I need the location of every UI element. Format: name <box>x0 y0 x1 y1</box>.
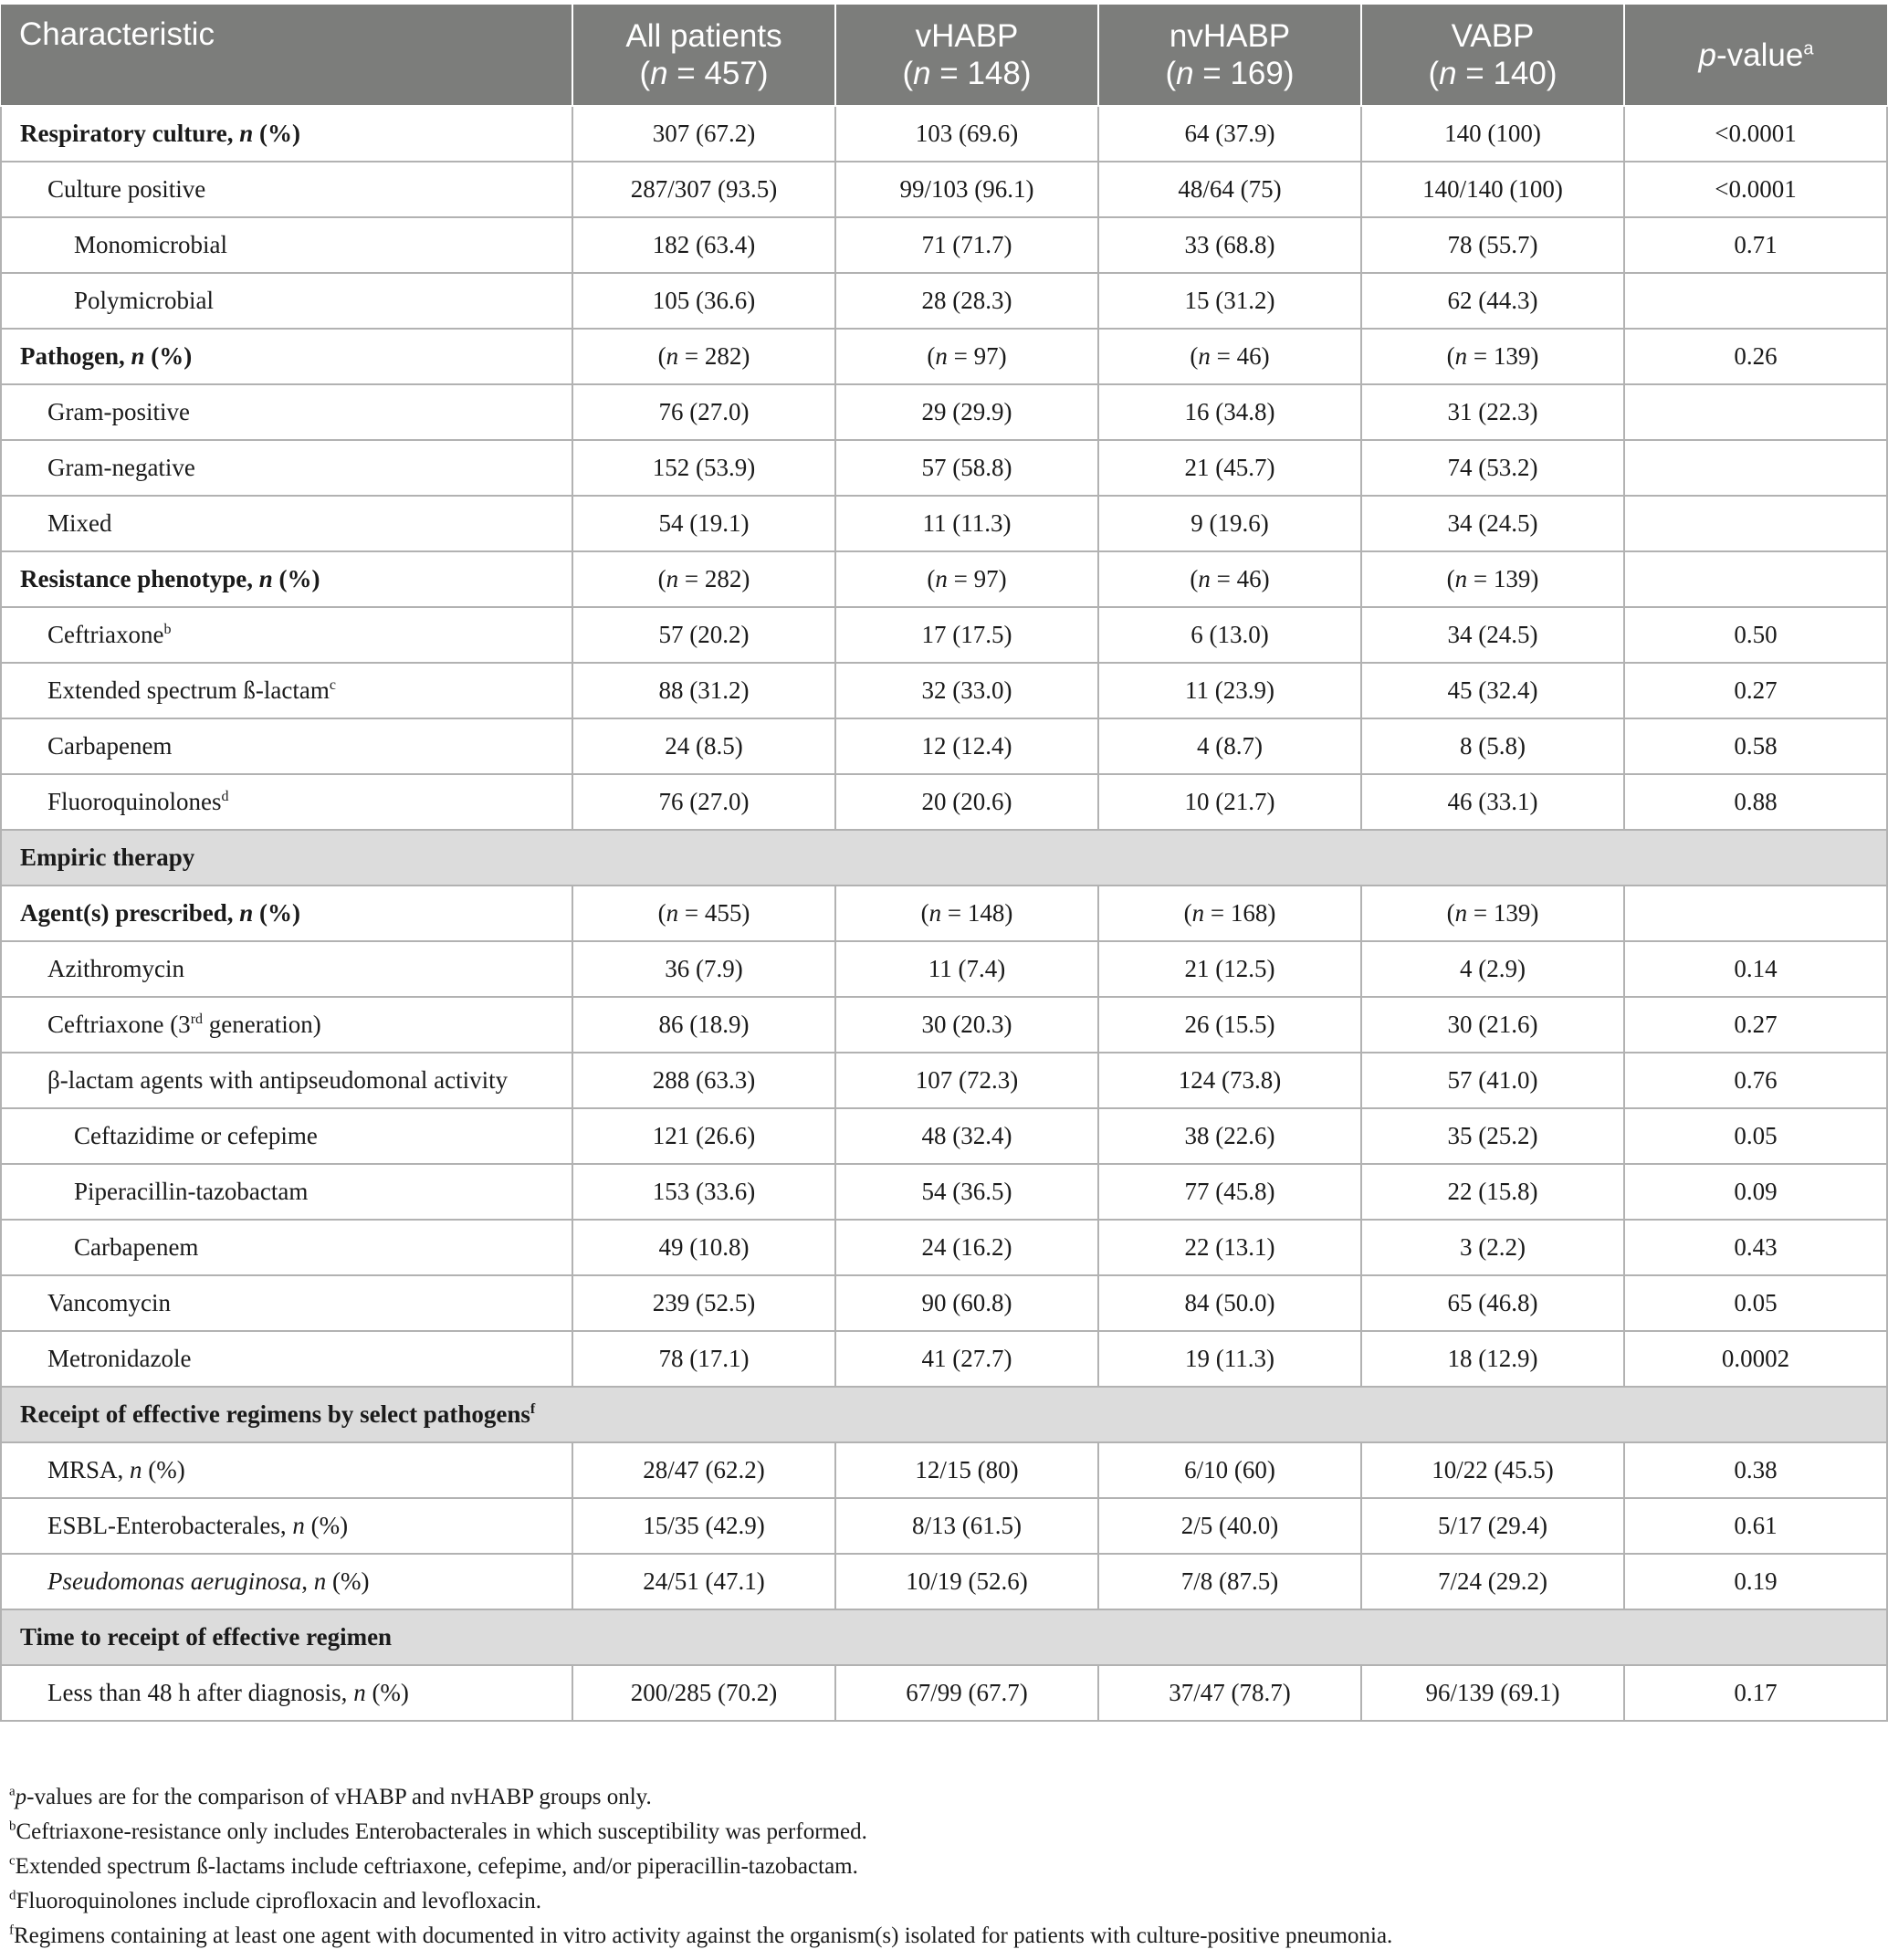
cell-vabp: 8 (5.8) <box>1361 718 1624 774</box>
cell-all: (n = 455) <box>572 886 835 941</box>
cell-p: 0.76 <box>1624 1053 1887 1108</box>
table-row <box>1 1053 1887 1108</box>
cell-vabp: 57 (41.0) <box>1361 1053 1624 1108</box>
table-row <box>1 1275 1887 1331</box>
cell-all: 153 (33.6) <box>572 1164 835 1220</box>
cell-p: 0.27 <box>1624 997 1887 1053</box>
table-row <box>1 718 1887 774</box>
row-label: Ceftazidime or cefepime <box>1 1108 572 1164</box>
cell-p: 0.43 <box>1624 1220 1887 1275</box>
cell-nvhabp: 19 (11.3) <box>1098 1331 1361 1387</box>
footnote-c: $^c$Extended spectrum ß-lactams include ceftriaxone, cefepime, and/or piperacillin-tazobactam. <box>9 1853 858 1879</box>
cell-all: 36 (7.9) <box>572 941 835 997</box>
row-label: Ceftriaxone (3rd generation) <box>1 997 572 1053</box>
table-row <box>1 1220 1887 1275</box>
table-row <box>1 162 1887 217</box>
table-row <box>1 941 1887 997</box>
cell-vhabp: 54 (36.5) <box>835 1164 1098 1220</box>
cell-vhabp: 24 (16.2) <box>835 1220 1098 1275</box>
cell-vabp: 74 (53.2) <box>1361 440 1624 496</box>
cell-vabp: 10/22 (45.5) <box>1361 1442 1624 1498</box>
cell-all: 105 (36.6) <box>572 273 835 329</box>
cell-vabp: (n = 139) <box>1361 329 1624 384</box>
cell-p: 0.38 <box>1624 1442 1887 1498</box>
cell-all: 24 (8.5) <box>572 718 835 774</box>
section-time-to-receipt: Time to receipt of effective regimen <box>1 1609 1887 1665</box>
row-label: Carbapenem <box>1 1220 572 1275</box>
row-label: Mixed <box>1 496 572 551</box>
cell-all: 54 (19.1) <box>572 496 835 551</box>
cell-all: 88 (31.2) <box>572 663 835 718</box>
cell-all: 307 (67.2) <box>572 106 835 162</box>
cell-all: 288 (63.3) <box>572 1053 835 1108</box>
cell-vhabp: 67/99 (67.7) <box>835 1665 1098 1721</box>
table-row <box>1 217 1887 273</box>
cell-vabp: 62 (44.3) <box>1361 273 1624 329</box>
row-label: ESBL-Enterobacterales, n (%) <box>1 1498 572 1554</box>
section-receipt-effective-regimens: Receipt of effective regimens by select pathogens$^f$ <box>1 1387 1887 1442</box>
row-label: Vancomycin <box>1 1275 572 1331</box>
cell-nvhabp: 64 (37.9) <box>1098 106 1361 162</box>
cell-all: 76 (27.0) <box>572 384 835 440</box>
cell-nvhabp: 2/5 (40.0) <box>1098 1498 1361 1554</box>
cell-all: 15/35 (42.9) <box>572 1498 835 1554</box>
row-label: β-lactam agents with antipseudomonal activity <box>1 1053 572 1108</box>
cell-p: 0.71 <box>1624 217 1887 273</box>
table-row <box>1 886 1887 941</box>
table-footnotes <box>9 1780 1881 1954</box>
row-label: Respiratory culture, n (%) <box>1 106 572 162</box>
row-label: Resistance phenotype, n (%) <box>1 551 572 607</box>
cell-vabp: 46 (33.1) <box>1361 774 1624 830</box>
cell-vhabp: 12 (12.4) <box>835 718 1098 774</box>
cell-all: 121 (26.6) <box>572 1108 835 1164</box>
table-row <box>1 496 1887 551</box>
cell-all: 287/307 (93.5) <box>572 162 835 217</box>
row-label: MRSA, n (%) <box>1 1442 572 1498</box>
cell-vhabp: 99/103 (96.1) <box>835 162 1098 217</box>
cell-nvhabp: (n = 168) <box>1098 886 1361 941</box>
cell-all: 86 (18.9) <box>572 997 835 1053</box>
footnote-f: $^f$Regimens containing at least one agent with documented in vitro activity against the organism(s) isolated for patients with culture-positive pneumonia. <box>9 1923 1393 1948</box>
table-row <box>1 1442 1887 1498</box>
table-row <box>1 1665 1887 1721</box>
table-container <box>0 5 1888 1722</box>
cell-vhabp: 107 (72.3) <box>835 1053 1098 1108</box>
table-row <box>1 1498 1887 1554</box>
table-row <box>1 1554 1887 1609</box>
section-empiric-therapy: Empiric therapy <box>1 830 1887 886</box>
cell-vhabp: 29 (29.9) <box>835 384 1098 440</box>
cell-p: <0.0001 <box>1624 162 1887 217</box>
cell-vabp: 34 (24.5) <box>1361 607 1624 663</box>
section-row <box>1 830 1887 886</box>
cell-p: <0.0001 <box>1624 106 1887 162</box>
cell-p: 0.26 <box>1624 329 1887 384</box>
table-row <box>1 1108 1887 1164</box>
cell-p: 0.50 <box>1624 607 1887 663</box>
table-row <box>1 607 1887 663</box>
cell-vabp: 65 (46.8) <box>1361 1275 1624 1331</box>
cell-all: 76 (27.0) <box>572 774 835 830</box>
cell-nvhabp: 10 (21.7) <box>1098 774 1361 830</box>
cell-p: 0.61 <box>1624 1498 1887 1554</box>
cell-vhabp: (n = 148) <box>835 886 1098 941</box>
cell-vabp: 31 (22.3) <box>1361 384 1624 440</box>
section-row <box>1 1609 1887 1665</box>
table-row <box>1 384 1887 440</box>
row-label: Carbapenem <box>1 718 572 774</box>
cell-nvhabp: 48/64 (75) <box>1098 162 1361 217</box>
cell-vabp: 34 (24.5) <box>1361 496 1624 551</box>
cell-p: 0.17 <box>1624 1665 1887 1721</box>
cell-p: 0.19 <box>1624 1554 1887 1609</box>
cell-p <box>1624 496 1887 551</box>
row-label: Agent(s) prescribed, n (%) <box>1 886 572 941</box>
row-label: Metronidazole <box>1 1331 572 1387</box>
footnote-b: $^b$Ceftriaxone-resistance only includes Enterobacterales in which susceptibility was performed. <box>9 1819 867 1844</box>
table-row <box>1 774 1887 830</box>
cell-vhabp: 41 (27.7) <box>835 1331 1098 1387</box>
cell-all: 24/51 (47.1) <box>572 1554 835 1609</box>
cell-nvhabp: 21 (12.5) <box>1098 941 1361 997</box>
row-label: Fluoroquinolones$^d$ <box>1 774 572 830</box>
cell-vabp: (n = 139) <box>1361 886 1624 941</box>
cell-all: (n = 282) <box>572 329 835 384</box>
row-label: Monomicrobial <box>1 217 572 273</box>
cell-vhabp: (n = 97) <box>835 551 1098 607</box>
cell-p <box>1624 886 1887 941</box>
footnote-a: $^a$p-values are for the comparison of vHABP and nvHABP groups only. <box>9 1784 652 1809</box>
cell-nvhabp: 7/8 (87.5) <box>1098 1554 1361 1609</box>
results-table <box>0 5 1888 1722</box>
cell-vhabp: 103 (69.6) <box>835 106 1098 162</box>
cell-p: 0.27 <box>1624 663 1887 718</box>
cell-p: 0.09 <box>1624 1164 1887 1220</box>
cell-vhabp: 20 (20.6) <box>835 774 1098 830</box>
cell-all: 182 (63.4) <box>572 217 835 273</box>
row-label: Less than 48 h after diagnosis, n (%) <box>1 1665 572 1721</box>
table-row <box>1 106 1887 162</box>
cell-vabp: (n = 139) <box>1361 551 1624 607</box>
cell-nvhabp: 33 (68.8) <box>1098 217 1361 273</box>
cell-vabp: 140/140 (100) <box>1361 162 1624 217</box>
cell-vhabp: 30 (20.3) <box>835 997 1098 1053</box>
row-label: Azithromycin <box>1 941 572 997</box>
cell-all: 49 (10.8) <box>572 1220 835 1275</box>
row-label: Gram-negative <box>1 440 572 496</box>
header-characteristic: Characteristic <box>1 5 572 106</box>
cell-all: 28/47 (62.2) <box>572 1442 835 1498</box>
table-row <box>1 1164 1887 1220</box>
cell-nvhabp: 77 (45.8) <box>1098 1164 1361 1220</box>
cell-vabp: 4 (2.9) <box>1361 941 1624 997</box>
cell-p <box>1624 384 1887 440</box>
cell-vabp: 30 (21.6) <box>1361 997 1624 1053</box>
cell-all: (n = 282) <box>572 551 835 607</box>
cell-vhabp: 11 (7.4) <box>835 941 1098 997</box>
cell-vhabp: 32 (33.0) <box>835 663 1098 718</box>
row-label: Pathogen, n (%) <box>1 329 572 384</box>
row-label: Polymicrobial <box>1 273 572 329</box>
cell-vabp: 5/17 (29.4) <box>1361 1498 1624 1554</box>
cell-vabp: 7/24 (29.2) <box>1361 1554 1624 1609</box>
cell-vhabp: 71 (71.7) <box>835 217 1098 273</box>
table-row <box>1 273 1887 329</box>
row-label: Ceftriaxone$^b$ <box>1 607 572 663</box>
cell-vabp: 45 (32.4) <box>1361 663 1624 718</box>
cell-p <box>1624 440 1887 496</box>
row-label: Culture positive <box>1 162 572 217</box>
table-row <box>1 1331 1887 1387</box>
cell-vabp: 3 (2.2) <box>1361 1220 1624 1275</box>
header-nvhabp: nvHABP (n = 169) <box>1098 5 1361 106</box>
cell-p: 0.05 <box>1624 1108 1887 1164</box>
cell-nvhabp: (n = 46) <box>1098 551 1361 607</box>
cell-p <box>1624 273 1887 329</box>
cell-nvhabp: 6 (13.0) <box>1098 607 1361 663</box>
cell-all: 239 (52.5) <box>572 1275 835 1331</box>
header-vabp: VABP (n = 140) <box>1361 5 1624 106</box>
cell-nvhabp: 84 (50.0) <box>1098 1275 1361 1331</box>
cell-vhabp: 8/13 (61.5) <box>835 1498 1098 1554</box>
table-row <box>1 663 1887 718</box>
cell-p: 0.0002 <box>1624 1331 1887 1387</box>
cell-nvhabp: 4 (8.7) <box>1098 718 1361 774</box>
row-label: Pseudomonas aeruginosa, n (%) <box>1 1554 572 1609</box>
cell-nvhabp: 124 (73.8) <box>1098 1053 1361 1108</box>
cell-vhabp: 48 (32.4) <box>835 1108 1098 1164</box>
row-label: Piperacillin-tazobactam <box>1 1164 572 1220</box>
header-row <box>1 5 1887 106</box>
cell-vhabp: 11 (11.3) <box>835 496 1098 551</box>
cell-nvhabp: (n = 46) <box>1098 329 1361 384</box>
row-label: Gram-positive <box>1 384 572 440</box>
cell-all: 152 (53.9) <box>572 440 835 496</box>
cell-vabp: 140 (100) <box>1361 106 1624 162</box>
cell-nvhabp: 26 (15.5) <box>1098 997 1361 1053</box>
cell-all: 78 (17.1) <box>572 1331 835 1387</box>
footnote-d: $^d$Fluoroquinolones include ciprofloxacin and levofloxacin. <box>9 1888 542 1913</box>
cell-all: 57 (20.2) <box>572 607 835 663</box>
cell-vabp: 22 (15.8) <box>1361 1164 1624 1220</box>
cell-vhabp: (n = 97) <box>835 329 1098 384</box>
cell-nvhabp: 21 (45.7) <box>1098 440 1361 496</box>
cell-all: 200/285 (70.2) <box>572 1665 835 1721</box>
cell-p: 0.58 <box>1624 718 1887 774</box>
table-row <box>1 997 1887 1053</box>
cell-vhabp: 17 (17.5) <box>835 607 1098 663</box>
header-all-patients: All patients (n = 457) <box>572 5 835 106</box>
cell-vhabp: 12/15 (80) <box>835 1442 1098 1498</box>
cell-nvhabp: 37/47 (78.7) <box>1098 1665 1361 1721</box>
header-vhabp: vHABP (n = 148) <box>835 5 1098 106</box>
cell-p: 0.14 <box>1624 941 1887 997</box>
cell-vhabp: 28 (28.3) <box>835 273 1098 329</box>
cell-vabp: 35 (25.2) <box>1361 1108 1624 1164</box>
cell-vabp: 96/139 (69.1) <box>1361 1665 1624 1721</box>
cell-vhabp: 10/19 (52.6) <box>835 1554 1098 1609</box>
cell-vabp: 78 (55.7) <box>1361 217 1624 273</box>
header-p-value: p-value$^a$ <box>1624 5 1887 106</box>
cell-vabp: 18 (12.9) <box>1361 1331 1624 1387</box>
cell-vhabp: 57 (58.8) <box>835 440 1098 496</box>
cell-nvhabp: 6/10 (60) <box>1098 1442 1361 1498</box>
cell-nvhabp: 38 (22.6) <box>1098 1108 1361 1164</box>
table-row <box>1 329 1887 384</box>
cell-p: 0.05 <box>1624 1275 1887 1331</box>
cell-p: 0.88 <box>1624 774 1887 830</box>
cell-nvhabp: 22 (13.1) <box>1098 1220 1361 1275</box>
cell-p <box>1624 551 1887 607</box>
cell-vhabp: 90 (60.8) <box>835 1275 1098 1331</box>
section-row <box>1 1387 1887 1442</box>
table-row <box>1 551 1887 607</box>
cell-nvhabp: 15 (31.2) <box>1098 273 1361 329</box>
cell-nvhabp: 16 (34.8) <box>1098 384 1361 440</box>
table-row <box>1 440 1887 496</box>
cell-nvhabp: 11 (23.9) <box>1098 663 1361 718</box>
row-label: Extended spectrum ß-lactam$^c$ <box>1 663 572 718</box>
cell-nvhabp: 9 (19.6) <box>1098 496 1361 551</box>
